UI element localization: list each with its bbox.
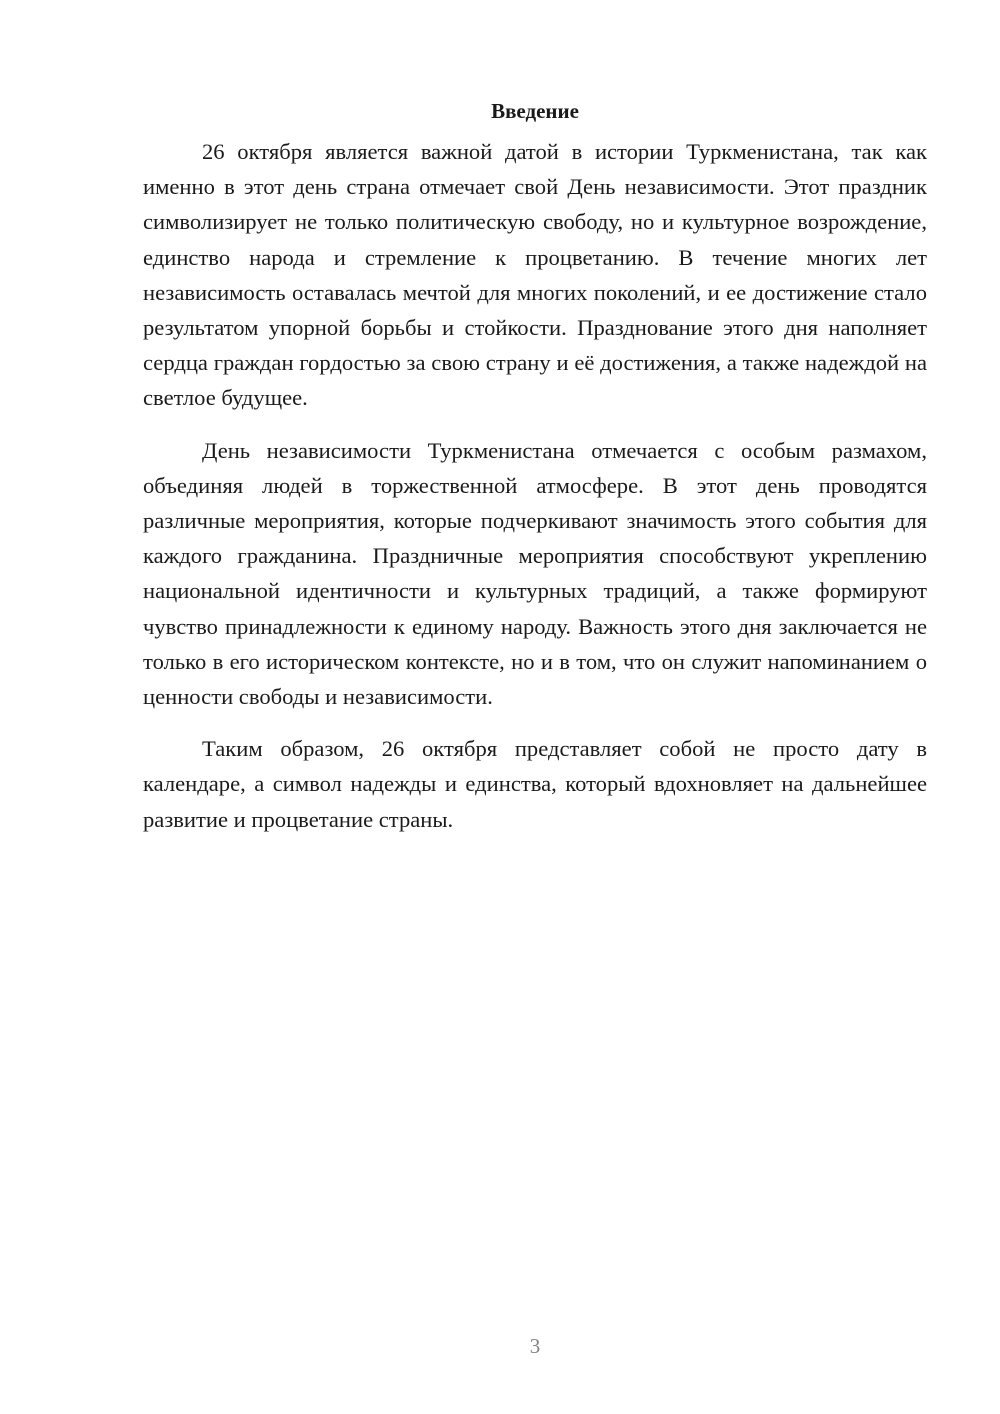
page-number: 3 — [529, 1334, 541, 1358]
section-heading: Введение — [491, 99, 579, 123]
paragraph-2: День независимости Туркменистана отмечается с особым размахом, объединяя людей в торжественной атмосфере. В этот день проводятся различные мероприятия, которые подчеркивают значимость этого события для каждого гражданина. Праздничные мероприятия способствуют укреплению национальной идентичности и культурных традиций, а также формируют чувство принадлежности к единому народу. Важность этого дня заключается не только в его историческом контексте, но и в том, что он служит напоминанием о ценности свободы и независимости. — [143, 437, 927, 710]
page-content — [143, 96, 927, 854]
paragraph-3: Таким образом, 26 октября представляет собой не просто дату в календаре, а символ надежды и единства, который вдохновляет на дальнейшее развитие и процветание страны. — [143, 736, 927, 832]
paragraph-1: 26 октября является важной датой в истории Туркменистана, так как именно в этот день страна отмечает свой День независимости. Этот праздник символизирует не только политическую свободу, но и культурное возрождение, единство народа и стремление к процветанию. В течение многих лет независимость оставалась мечтой для многих поколений, и ее достижение стало результатом упорной борьбы и стойкости. Празднование этого дня наполняет сердца граждан гордостью за свою страну и её достижения, а также надеждой на светлое будущее. — [143, 139, 927, 411]
